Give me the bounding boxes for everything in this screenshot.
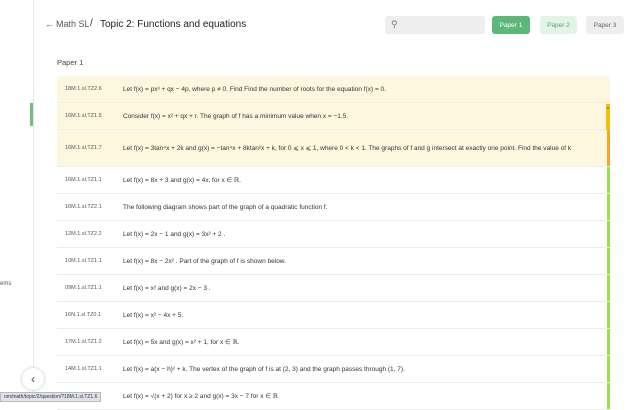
search-input[interactable] (385, 16, 485, 34)
question-code: 16M.1.sl.TZ1.1 (65, 177, 102, 183)
question-row[interactable] (57, 383, 610, 410)
question-code: 16M.1.sl.TZ1.5 (65, 113, 102, 119)
header (33, 0, 640, 52)
question-list (57, 76, 610, 410)
question-row[interactable] (57, 167, 610, 194)
question-row[interactable] (57, 103, 610, 130)
back-link[interactable] (45, 19, 90, 29)
collapse-sidebar-button[interactable] (22, 368, 44, 390)
question-code: 18M.1.sl.TZ2.6 (65, 86, 102, 92)
question-code: 16N.1.sl.TZ0.1 (65, 312, 102, 318)
question-row[interactable] (57, 130, 610, 167)
sidebar-active-marker (30, 103, 33, 126)
question-code: 17M.1.sl.TZ1.2 (65, 339, 102, 345)
question-code: 16M.1.sl.TZ2.1 (65, 204, 102, 210)
difficulty-bar (607, 383, 610, 409)
question-text: The following diagram shows part of the graph of a quadratic function f. (123, 203, 328, 211)
question-row[interactable] (57, 221, 610, 248)
question-row[interactable] (57, 302, 610, 329)
section-label: Paper 1 (57, 58, 84, 67)
question-text: Let f(x) = a(x − h)² + k. The vertex of the graph of f is at (2, 3) and the graph passes through (1, 7). (123, 365, 405, 373)
chevron-left-icon: ‹ (31, 372, 35, 386)
question-text: Let f(x) = √(x + 2) for x ≥ 2 and g(x) = 3x − 7 for x ∈ ℝ (123, 392, 278, 400)
question-text: Let f(x) = 2x − 1 and g(x) = 3x² + 2 . (123, 230, 226, 238)
question-code: 09M.1.sl.TZ1.1 (65, 285, 102, 291)
question-code: 16M.1.sl.TZ1.7 (65, 145, 102, 151)
question-code: 12M.1.sl.TZ2.2 (65, 231, 102, 237)
paper-3-button[interactable]: Paper 3 (586, 16, 624, 34)
question-text: Let f(x) = 8x + 3 and g(x) = 4x, for x ∈ ℝ. (123, 176, 241, 184)
difficulty-bar (607, 130, 610, 166)
sidebar (0, 0, 34, 400)
difficulty-bar (607, 221, 610, 247)
question-text: Let f(x) = x² − 4x + 5. (123, 311, 184, 319)
difficulty-bar (607, 167, 610, 193)
question-row[interactable] (57, 248, 610, 275)
status-url: om/math/topic/2/question/?18M.1.sl.TZ1.6 (0, 392, 101, 402)
question-text: Let f(x) = x² and g(x) = 2x − 3 . (123, 284, 211, 292)
question-code: 14M.1.sl.TZ1.1 (65, 366, 102, 372)
search-icon: ⚲ (391, 19, 398, 29)
difficulty-bar (607, 248, 610, 274)
question-code: 10M.1.sl.TZ1.1 (65, 258, 102, 264)
difficulty-bar (607, 275, 610, 301)
question-text: Consider f(x) = x² + qx + r. The graph of f has a minimum value when x = −1.5. (123, 112, 349, 120)
sidebar-partial-label: ems (0, 281, 12, 287)
paper-2-button[interactable]: Paper 2 (540, 16, 577, 34)
question-row[interactable] (57, 76, 610, 103)
question-text: Let f(x) = 8x − 2x² . Part of the graph of f is shown below. (123, 257, 286, 265)
difficulty-bar (607, 194, 610, 220)
scroll-dot-icon: • (607, 106, 609, 112)
question-text: Let f(x) = px³ + qx − 4p, where p ≠ 0. Find Find the number of roots for the equation f(x) = 0. (123, 85, 386, 93)
question-text: Let f(x) = 3tan⁴x + 2k and g(x) = −tan⁴x + 8ktan²x + k, for 0 ⩽ x ⩽ 1, where 0 < k < 1. The graphs of f and g intersect at exactly one point. Find the value of k (123, 144, 572, 152)
question-row[interactable] (57, 329, 610, 356)
question-row[interactable] (57, 275, 610, 302)
question-row[interactable] (57, 194, 610, 221)
difficulty-bar (607, 302, 610, 328)
page-title: Topic 2: Functions and equations (100, 19, 247, 30)
difficulty-bar (607, 356, 610, 382)
arrow-left-icon: ← (45, 19, 54, 29)
paper-1-button[interactable]: Paper 1 (492, 16, 530, 34)
back-label: Math SL (56, 19, 90, 29)
breadcrumb-separator: / (90, 18, 93, 29)
question-text: Let f(x) = 5x and g(x) = x² + 1, for x ∈ ℝ. (123, 338, 240, 346)
question-row[interactable] (57, 356, 610, 383)
difficulty-bar (607, 329, 610, 355)
